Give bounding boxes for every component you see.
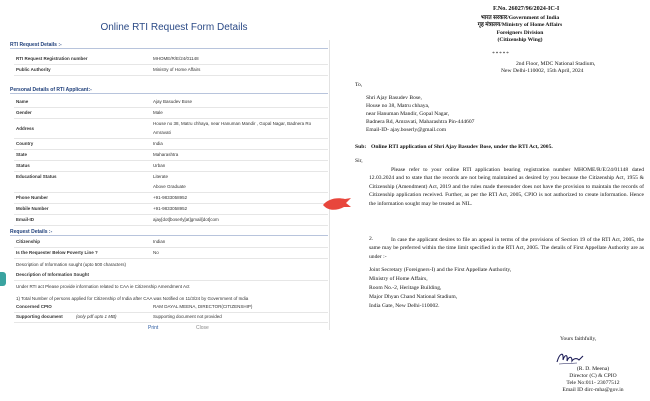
row-cpio [14,303,328,313]
status-label: Status [16,163,30,168]
side-highlight-icon [0,272,6,286]
address-line2: Amravati [153,130,171,135]
row-status [14,162,328,172]
address-line1: House no 38, Matru chhaya, near Hanuman Mandir , Gopal Nagar, Badnera Ro [153,121,312,126]
signature-icon [555,350,585,366]
education-value1: Literate [153,174,169,179]
desc-label: Description of Information Sought [16,272,89,277]
row-bpl [14,249,328,259]
row-registration [14,55,328,65]
authority-line: India Gate, New Delhi-110002. [369,303,440,309]
education-label: Educational Status [16,174,57,179]
supporting-value: Supporting document not provided [153,314,222,319]
division-line: Foreigners Division [496,30,544,36]
addressee-line: near Hanuman Mandir, Gopal Nagar, [366,111,450,117]
row-desc [14,271,328,281]
public-authority-label: Public Authority [16,67,51,72]
phone-value: +91-9833058952 [153,195,188,200]
row-address [14,120,328,139]
paragraph-2: In case the applicant desires to file an appeal in terms of the provisions of Section 19 of the RTI Act, 2005, the same may be preferred within the time limit specified in the RTI Act, 2005. The details of First Appellate Authority are as under :- [369,237,644,260]
citizenship-label: Citizenship [16,239,41,244]
supporting-label: Supporting document [16,314,63,319]
row-name [14,98,328,108]
authority-line: Major Dhyan Chand National Stadium, [369,294,458,300]
office-address-line1: 2nd Floor, MDC National Stadium, [516,61,596,67]
govt-line: भारत सरकार/Government of India [480,15,560,21]
file-number: F.No. 26027/96/2024-IC-I [493,5,560,12]
public-authority-value: Ministry of Home Affairs [153,67,201,72]
bpl-label: Is the Requester Below Poverty Line ? [16,250,98,255]
paragraph-1: Please refer to your online RTI application bearing registration number MHOME/R/E/24/01148 dated 12.03.2024 and to state that the records are not being maintained as desired by you because the Citizenship Act, 1955 & Citizenship (Amendment) Act, 2019 and the rules made thereunder does not have the provision to maintain the records of Citizenship application received. Further, as per the RTI Act, 2005, CPIO is not authorized to create information. Hence the information sought may be treated as NIL. [369,167,644,207]
cpio-label: Concerned CPIO [16,304,52,309]
registration-value: MHOME/R/E/24/01148 [153,56,199,61]
bpl-value: No [153,250,159,255]
print-button[interactable]: Print [148,325,159,331]
education-value2: Above Graduate [153,184,186,189]
row-state [14,151,328,161]
status-value: Urban [153,163,166,168]
wing-line: (Citizenship Wing) [497,37,543,43]
section-divider [10,235,328,236]
gender-value: Male [153,110,163,115]
form-edge [329,40,330,330]
salutation: Sir, [355,158,363,164]
form-title: Online RTI Request Form Details [100,22,248,33]
address-label: Address [16,126,35,131]
addressee-line: Badnera Rd, Amravati, Maharashtra Pin-444607 [366,119,475,125]
row-email [14,216,328,226]
ministry-line: गृह मंत्रालय/Ministry of Home Affairs [477,22,563,28]
paragraph-2-number: 2. [369,236,374,242]
section-personal: Personal Details of RTI Applicant:- [10,87,92,93]
state-value: Maharashtra [153,152,179,157]
authority-line: Room No.-2, Heritage Building, [369,285,442,291]
mobile-label: Mobile Number [16,206,49,211]
signatory-email: Email ID dirc-mha@gov.in [562,387,624,393]
authority-line: Ministry of Home Affairs, [369,276,428,282]
name-label: Name [16,99,29,104]
section-divider [10,93,328,94]
desc-line1: Under RTI act Please provide information related to CAA ie Citizenship Amendment Act [16,284,190,289]
state-label: State [16,152,28,157]
row-mobile [14,205,328,215]
phone-label: Phone Number [16,195,49,200]
row-supporting [14,313,328,323]
cpio-value: RAM DAYAL MEENA, DIRECTOR(CITIZENSHIP) [153,304,253,309]
registration-label: RTI Request Registration number [16,56,88,61]
close-button[interactable]: Close [196,325,209,331]
divider-stars: ***** [492,52,510,57]
mobile-value: +91-9833058952 [153,206,188,211]
row-country [14,140,328,150]
addressee-line: House no 38, Matru chhaya, [366,103,430,109]
to-label: To, [355,82,363,88]
row-citizenship [14,238,328,248]
section-divider [10,48,328,49]
subject-label: Sub: [355,144,367,150]
desc-sought-label: Description of Information sought (upto 500 characters) [16,262,127,267]
row-public-authority [14,66,328,76]
signatory-designation: Director (C) & CPIO [569,373,617,379]
signatory-phone: Tele No:011- 23077512 [566,380,620,386]
name-value: Ajay Basudev Bose [153,99,193,104]
gender-label: Gender [16,110,32,115]
citizenship-value: Indian [153,239,166,244]
subject-text: Online RTI application of Shri Ajay Basudev Bose, under the RTI Act, 2005. [371,144,553,150]
section-request: Request Details :- [10,229,53,235]
authority-line: Joint Secretary (Foreigners-I) and the First Appellate Authority, [369,267,512,273]
country-label: Country [16,141,34,146]
row-gender [14,109,328,119]
country-value: India [153,141,163,146]
office-address-line2: New Delhi-110002, 15th April, 2024 [501,68,584,74]
desc-line2: 1) Total Number of persons applied for Citizenship of India after CAA was Notified on 11/3/24 by Government of India [16,296,249,301]
section-rti-request: RTI Request Details :- [10,42,62,48]
supporting-hint: (only pdf upto 1 MB) [76,314,117,319]
email-label: Email-ID [16,217,35,222]
pointer-mark-icon [322,196,352,212]
official-letter [352,0,650,401]
closing: Yours faithfully, [560,336,597,342]
addressee-line: Email-ID- ajay.boserly@gmail.com [366,127,447,133]
addressee-line: Shri Ajay Basudev Bose, [366,95,422,101]
row-education [14,173,328,193]
signatory-name: (R. D. Meena) [576,366,610,372]
row-phone [14,194,328,204]
email-value: ajay[dot]boserly[at]gmail[dot]com [153,217,219,222]
